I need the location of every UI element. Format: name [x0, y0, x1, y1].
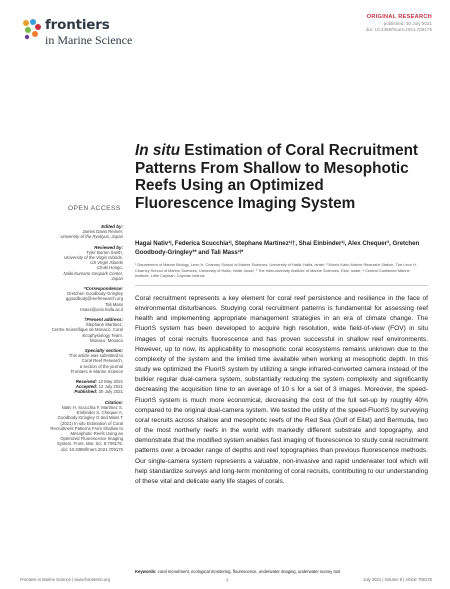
article-meta [366, 14, 432, 34]
reviewer-line: University of the Virgin Islands, [64, 255, 123, 261]
article-type: ORIGINAL RESEARCH [366, 14, 432, 20]
citation-line: Recruitment Patterns From Shallow to [50, 425, 123, 431]
citation-line: Goodbody-Gringley G and Mass T [57, 415, 123, 421]
published-date: published: 30 July 2021 [383, 20, 432, 26]
sidebar [18, 224, 123, 457]
reviewer-line: US Virgin Islands [90, 260, 123, 266]
reviewer-line: Japan [111, 275, 123, 281]
journal-logo [22, 14, 172, 54]
divider [135, 285, 428, 286]
dates-block [18, 379, 123, 395]
keywords-list: coral recruitment, ecological monitoring, fluorescence, underwater imaging, underwater survey tool [157, 569, 341, 574]
received-label: Received: [75, 379, 97, 385]
correspondence-line: Tali Mass [105, 301, 123, 307]
specialty-line: Coral Reef Research, [81, 358, 123, 364]
page-number: 1 [226, 577, 229, 582]
specialty-line: Frontiers in Marine Science [70, 368, 123, 374]
correspondence-email[interactable]: ggoodbody@reefresearch.org [65, 296, 123, 302]
keywords-label: Keywords: [135, 569, 157, 574]
specialty-block [18, 348, 123, 374]
present-address-heading: †Present address: [83, 317, 123, 323]
correspondence-email[interactable]: tmass@univ.haifa.ac.il [80, 306, 123, 312]
open-access-label: OPEN ACCESS [68, 205, 121, 212]
journal-name: in Marine Science [45, 33, 133, 47]
abstract [135, 294, 428, 487]
published-label: Published: [74, 389, 98, 395]
correspondence-line: Gretchen Goodbody-Gringley [66, 291, 123, 297]
edited-by-heading: Edited by: [101, 224, 123, 229]
present-address-line: Stephane Martinez, [85, 322, 123, 328]
citation-line: Optimized Fluorescence Imaging [60, 436, 123, 442]
doi-link[interactable]: doi: 10.3389/fmars.2021.709175 [365, 27, 432, 33]
editor-line: University of the Ryukyus, Japan [60, 234, 123, 240]
correspondence-heading: *Correspondence: [83, 286, 123, 292]
footer-journal[interactable]: Frontiers in Marine Science | www.frontiersin.org [20, 577, 110, 582]
citation-block [18, 400, 123, 452]
accepted-label: Accepted: [75, 384, 98, 390]
present-address-line: Ecophysiology Team, [82, 332, 123, 338]
citation-line: Mesophotic Reefs Using an [70, 430, 123, 436]
citation-line: System. Front. Mar. Sci. 8:709175. [56, 441, 123, 447]
present-address-line: Centre Scientifique de Monaco, Coral [51, 327, 123, 333]
brand-name: frontiers [45, 17, 110, 33]
present-address-line: Monaco, Monaco [90, 337, 123, 343]
editor-line: James Davis Reimer, [82, 229, 123, 235]
abstract-text: Coral recruitment represents a key element for coral reef persistence and resilience in the face of environmental disturbances. Studying coral recruitment patterns is fundamental for assessing reef health and implementing appropriate management strategies in an era of climate change. The FluorIS system has been developed to acquire high resolution, wide field-of-view (FOV) in situ images of coral recruits fluorescence and has proven successful in shallow reef environments. However, up to now, its applicability to mesophotic coral ecosystems remains unknown due to the complexity of the system and the limited time available when working at mesophotic depth. In this study we optimized the FluorIS system by utilizing a single infrared-converted camera instead of the bulkier regular dual-camera system, substantially reducing the system complexity and significantly decreasing the acquisition time to an average of 10 s for a set of 3 images. Moreover, the speed-FluorIS system is much more economical, decreasing the cost of the full set-up by roughly 40% compared to the original dual-camera system. We tested the utility of the speed-FluorIS by surveying coral recruits across shallow and mesophotic reefs of the Red Sea (Gulf of Eilat) and Bermuda, two of the most northerly reefs in the world with markedly different substrate and topography, and demonstrate that the modified system enables fast imaging of fluorescence to study coral recruitment patterns over a broader range of depths and reef topographies than previous fluorescence methods. Our single-camera system represents a valuable, non-invasive and rapid underwater tool which will help standardize surveys and long-term monitoring of coral recruits, contributing to our understanding of these vital and delicate early life stages of corals. [135, 295, 428, 485]
present-address-block [18, 317, 123, 343]
citation-doi[interactable]: doi: 10.3389/fmars.2021.709175 [61, 446, 123, 452]
footer-issue: July 2021 | Volume 8 | Article 709175 [363, 577, 432, 582]
title-italic: In situ [135, 142, 181, 159]
specialty-heading: Specialty section: [84, 348, 123, 354]
received-date: 13 May 2021 [98, 379, 123, 385]
specialty-line: This article was submitted to [68, 353, 123, 359]
article-title [135, 142, 425, 212]
reviewed-by-block [18, 245, 123, 281]
citation-line: Einbinder S, Chequer A, [76, 410, 123, 416]
affiliations: ¹ Department of Marine Biology, Leon H. Charney School of Marine Sciences, University of Haifa, Haifa, Israel, ² Morris Kahn Marine Research Station, The Leon H. Charney School of Marine Sciences, University of Haifa, Haifa, Israel, ³ The Interuniversity Institute of Marine Sciences, Eilat, Israel, ⁴ Central Caribbean Marine Institute, Little Cayman, Cayman Islands [135, 262, 417, 279]
correspondence-block [18, 286, 123, 312]
specialty-line: a section of the journal [79, 363, 123, 369]
page-footer [20, 577, 432, 582]
citation-line: (2021) In situ Estimation of Coral [60, 420, 123, 426]
reviewer-line: Tyler Burton Smith, [86, 249, 123, 255]
accepted-date: 12 July 2021 [98, 384, 123, 390]
frontiers-logo-icon [22, 18, 42, 40]
citation-line: Nativ H, Scucchia F, Martinez S, [61, 404, 123, 410]
edited-by-block [18, 224, 123, 240]
reviewed-by-heading: Reviewed by: [94, 244, 123, 250]
reviewer-line: Chuki Hongo, [96, 265, 123, 271]
author-list: Hagai Nativ¹ʲ, Federica Scucchia¹ʲ, Stephane Martinez¹ʲ†, Shai Einbinder¹ʲ, Alex Chequer³, Gretchen Goodbody-Gringley³* and Tali Mass¹ʲ* [135, 240, 420, 256]
reviewer-line: Naiki Kumano Geopark Center, [63, 270, 123, 276]
keywords [135, 569, 428, 574]
citation-heading: Citation: [104, 399, 123, 405]
published-date-side: 30 July 2021 [98, 389, 123, 395]
title-rest: Estimation of Coral Recruitment Patterns From Shallow to Mesophotic Reefs Using an Optimized Fluorescence Imaging System [135, 142, 419, 212]
